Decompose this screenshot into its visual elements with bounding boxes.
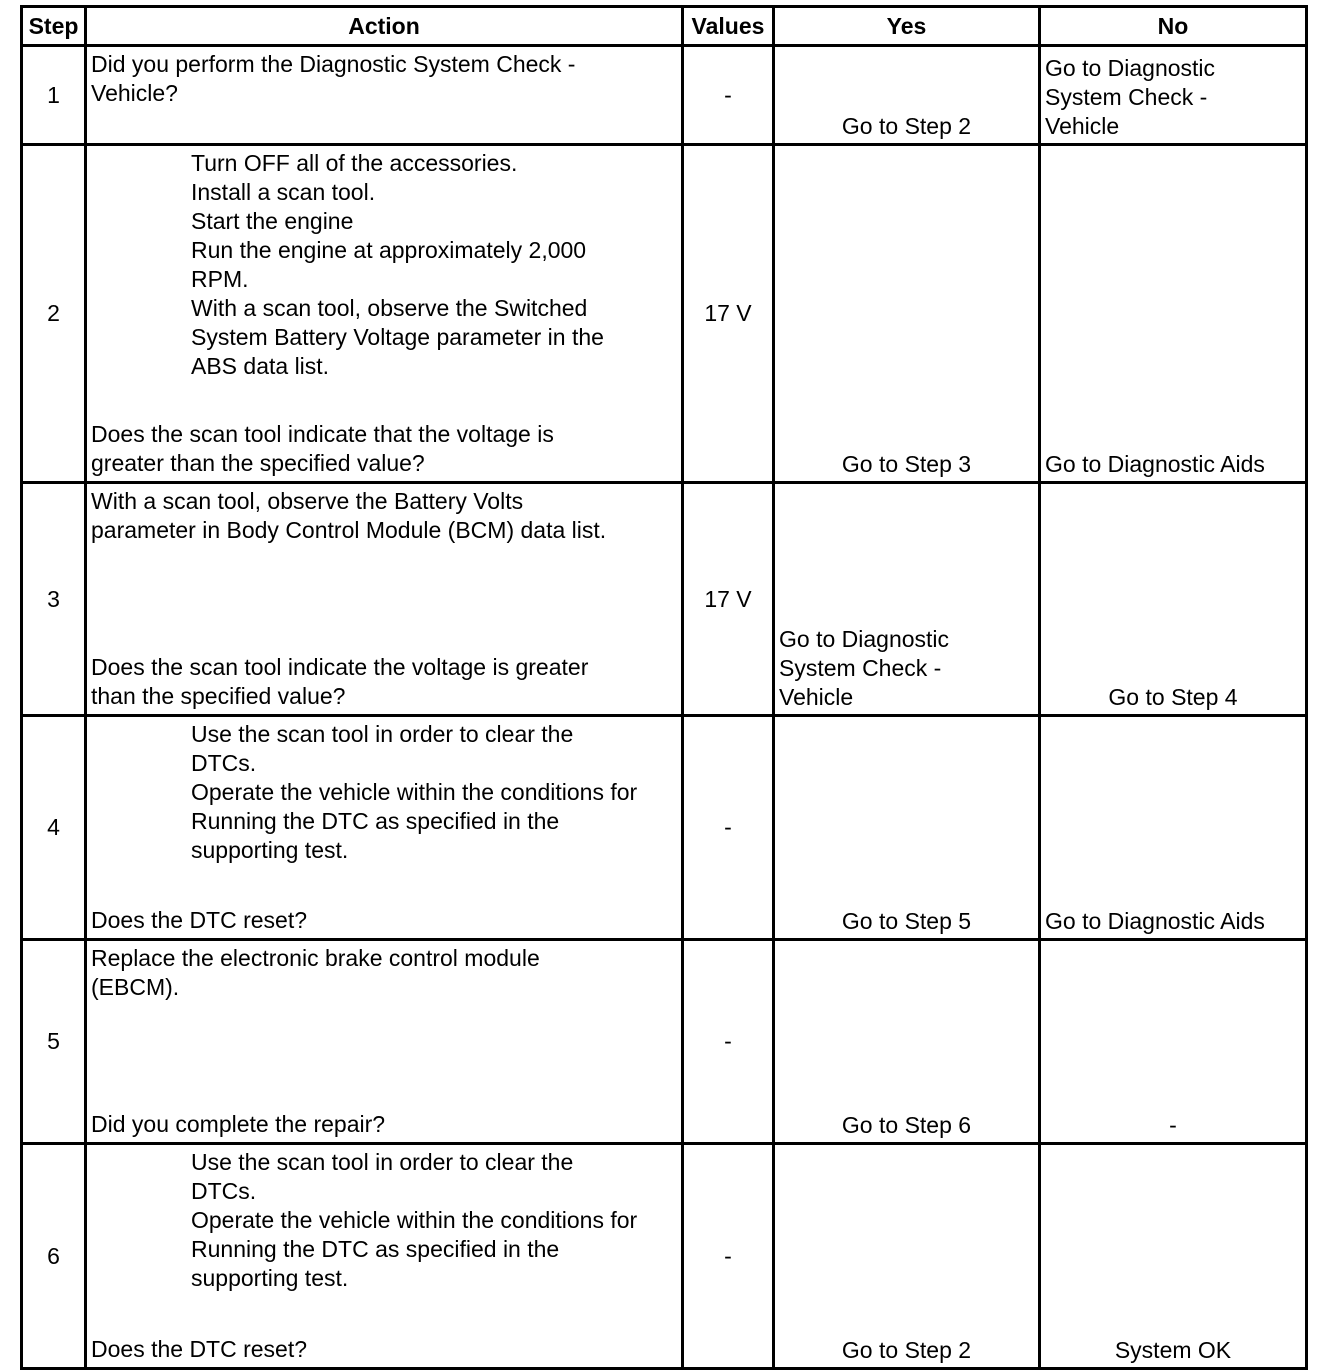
yes-cell	[774, 483, 1040, 716]
action-text-line: With a scan tool, observe the Battery Volts	[91, 488, 524, 514]
no-cell	[1040, 46, 1307, 145]
yes-line: Go to Step 6	[841, 1112, 972, 1138]
yes-cell	[774, 716, 1040, 940]
value-cell: -	[683, 716, 774, 940]
no-line: Go to Step 4	[1108, 684, 1238, 710]
action-text-line: Did you perform the Diagnostic System Check -	[91, 51, 576, 77]
header-values: Values	[683, 7, 774, 46]
action-step-line: DTCs.	[191, 750, 257, 776]
question-line: Does the DTC reset?	[91, 1336, 308, 1362]
table-body	[22, 46, 1307, 1369]
action-cell	[86, 716, 683, 940]
action-steps	[91, 1148, 677, 1293]
value-cell: -	[683, 46, 774, 145]
no-line: Go to Diagnostic	[1045, 55, 1216, 81]
question-line: Does the scan tool indicate that the voltage is	[91, 421, 554, 447]
step-number: 2	[22, 145, 86, 483]
no-line: Vehicle	[1045, 113, 1120, 139]
action-cell	[86, 483, 683, 716]
action-step-line: Start the engine	[191, 208, 354, 234]
action-step-line: supporting test.	[191, 837, 349, 863]
yes-cell	[774, 1144, 1040, 1369]
table-row	[22, 46, 1307, 145]
action-cell	[86, 1144, 683, 1369]
no-cell	[1040, 940, 1307, 1144]
diagnostic-table	[20, 5, 1308, 1370]
step-number: 5	[22, 940, 86, 1144]
action-step-line: Turn OFF all of the accessories.	[191, 150, 518, 176]
yes-cell	[774, 145, 1040, 483]
value-cell: -	[683, 1144, 774, 1369]
header-step: Step	[22, 7, 86, 46]
no-line: Go to Diagnostic Aids	[1045, 451, 1265, 477]
question-line: greater than the specified value?	[91, 450, 425, 476]
action-question	[91, 653, 677, 711]
action-step-line: Operate the vehicle within the conditions for	[191, 1207, 638, 1233]
action-step-line: Operate the vehicle within the conditions for	[191, 779, 638, 805]
action-text-line: Replace the electronic brake control module	[91, 945, 540, 971]
table-row	[22, 483, 1307, 716]
action-text-line: parameter in Body Control Module (BCM) data list.	[91, 517, 607, 543]
action-step-line: Running the DTC as specified in the	[191, 808, 560, 834]
yes-line: System Check -	[779, 655, 942, 681]
step-number: 1	[22, 46, 86, 145]
action-question	[91, 1335, 677, 1364]
yes-cell	[774, 940, 1040, 1144]
header-no: No	[1040, 7, 1307, 46]
yes-line: Go to Step 3	[841, 451, 972, 477]
action-cell	[86, 940, 683, 1144]
action-steps	[91, 720, 677, 865]
header-action: Action	[86, 7, 683, 46]
no-cell	[1040, 716, 1307, 940]
action-text	[91, 944, 677, 1002]
no-line: System Check -	[1045, 84, 1208, 110]
header-row	[22, 7, 1307, 46]
action-step-line: Use the scan tool in order to clear the	[191, 1149, 574, 1175]
action-step-line: ABS data list.	[191, 353, 330, 379]
no-cell	[1040, 145, 1307, 483]
step-number: 3	[22, 483, 86, 716]
yes-line: Go to Step 2	[841, 1337, 972, 1363]
yes-cell	[774, 46, 1040, 145]
yes-line: Go to Step 2	[841, 113, 972, 139]
question-line: Does the DTC reset?	[91, 907, 308, 933]
action-question	[91, 1110, 677, 1139]
table-row	[22, 940, 1307, 1144]
action-step-line: Run the engine at approximately 2,000	[191, 237, 587, 263]
action-question	[91, 906, 677, 935]
action-step-line: RPM.	[191, 266, 249, 292]
value-cell: -	[683, 940, 774, 1144]
action-text	[91, 50, 677, 108]
value-cell: 17 V	[683, 145, 774, 483]
yes-line: Go to Diagnostic	[779, 626, 950, 652]
step-number: 6	[22, 1144, 86, 1369]
action-text-line: (EBCM).	[91, 974, 180, 1000]
header-yes: Yes	[774, 7, 1040, 46]
table-row	[22, 1144, 1307, 1369]
no-line: Go to Diagnostic Aids	[1045, 908, 1265, 934]
table-row	[22, 145, 1307, 483]
no-cell	[1040, 1144, 1307, 1369]
question-line: than the specified value?	[91, 683, 346, 709]
action-step-line: supporting test.	[191, 1265, 349, 1291]
action-step-line: DTCs.	[191, 1178, 257, 1204]
action-step-line: Running the DTC as specified in the	[191, 1236, 560, 1262]
value-cell: 17 V	[683, 483, 774, 716]
action-cell	[86, 46, 683, 145]
no-cell	[1040, 483, 1307, 716]
yes-line: Go to Step 5	[841, 908, 972, 934]
action-step-line: System Battery Voltage parameter in the	[191, 324, 604, 350]
action-step-line: Install a scan tool.	[191, 179, 376, 205]
question-line: Does the scan tool indicate the voltage is greater	[91, 654, 589, 680]
action-step-line: Use the scan tool in order to clear the	[191, 721, 574, 747]
table-row	[22, 716, 1307, 940]
no-line: System OK	[1114, 1337, 1232, 1363]
step-number: 4	[22, 716, 86, 940]
action-steps	[91, 149, 677, 381]
action-cell	[86, 145, 683, 483]
action-question	[91, 420, 677, 478]
yes-line: Vehicle	[779, 684, 854, 710]
question-line: Did you complete the repair?	[91, 1111, 386, 1137]
action-text-line: Vehicle?	[91, 80, 178, 106]
no-line: -	[1169, 1112, 1177, 1138]
action-step-line: With a scan tool, observe the Switched	[191, 295, 588, 321]
action-text	[91, 487, 677, 545]
